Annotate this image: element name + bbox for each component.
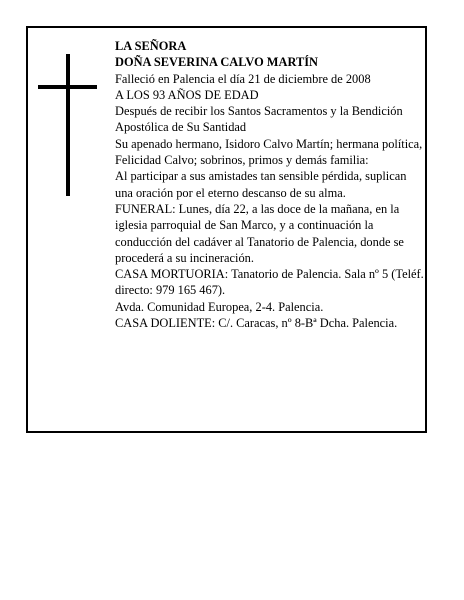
- funeral-paragraph: FUNERAL: Lunes, día 22, a las doce de la mañana, en la iglesia parroquial de San Marco, y a continuación la conducción del cadáver al Tanatorio de Palencia, donde se procederá a su incineración.: [115, 201, 404, 265]
- grieving-house-paragraph: CASA DOLIENTE: C/. Caracas, nº 8-Bª Dcha. Palencia.: [115, 316, 398, 331]
- deceased-name: DOÑA SEVERINA CALVO MARTÍN: [115, 55, 318, 70]
- age-line: A LOS 93 AÑOS DE EDAD: [115, 87, 259, 102]
- mortuary-paragraph: CASA MORTUORIA: Tanatorio de Palencia. Sala nº 5 (Teléf. directo: 979 165 467).: [115, 267, 424, 298]
- title-line: LA SEÑORA: [115, 39, 187, 53]
- death-line: Falleció en Palencia el día 21 de diciembre de 2008: [115, 71, 371, 86]
- sacraments-paragraph: Después de recibir los Santos Sacramentos y la Bendición Apostólica de Su Santidad: [115, 104, 403, 135]
- mortuary-address: Avda. Comunidad Europea, 2-4. Palencia.: [115, 299, 324, 314]
- family-paragraph: Su apenado hermano, Isidoro Calvo Martín; hermana política, Felicidad Calvo; sobrinos, primos y demás familia:: [115, 136, 423, 168]
- request-paragraph: Al participar a sus amistades tan sensible pérdida, suplican una oración por el eterno descanso de su alma.: [115, 169, 407, 200]
- cross-icon: [66, 54, 70, 196]
- cross-icon-bar: [38, 85, 97, 89]
- obituary-text: [115, 38, 425, 331]
